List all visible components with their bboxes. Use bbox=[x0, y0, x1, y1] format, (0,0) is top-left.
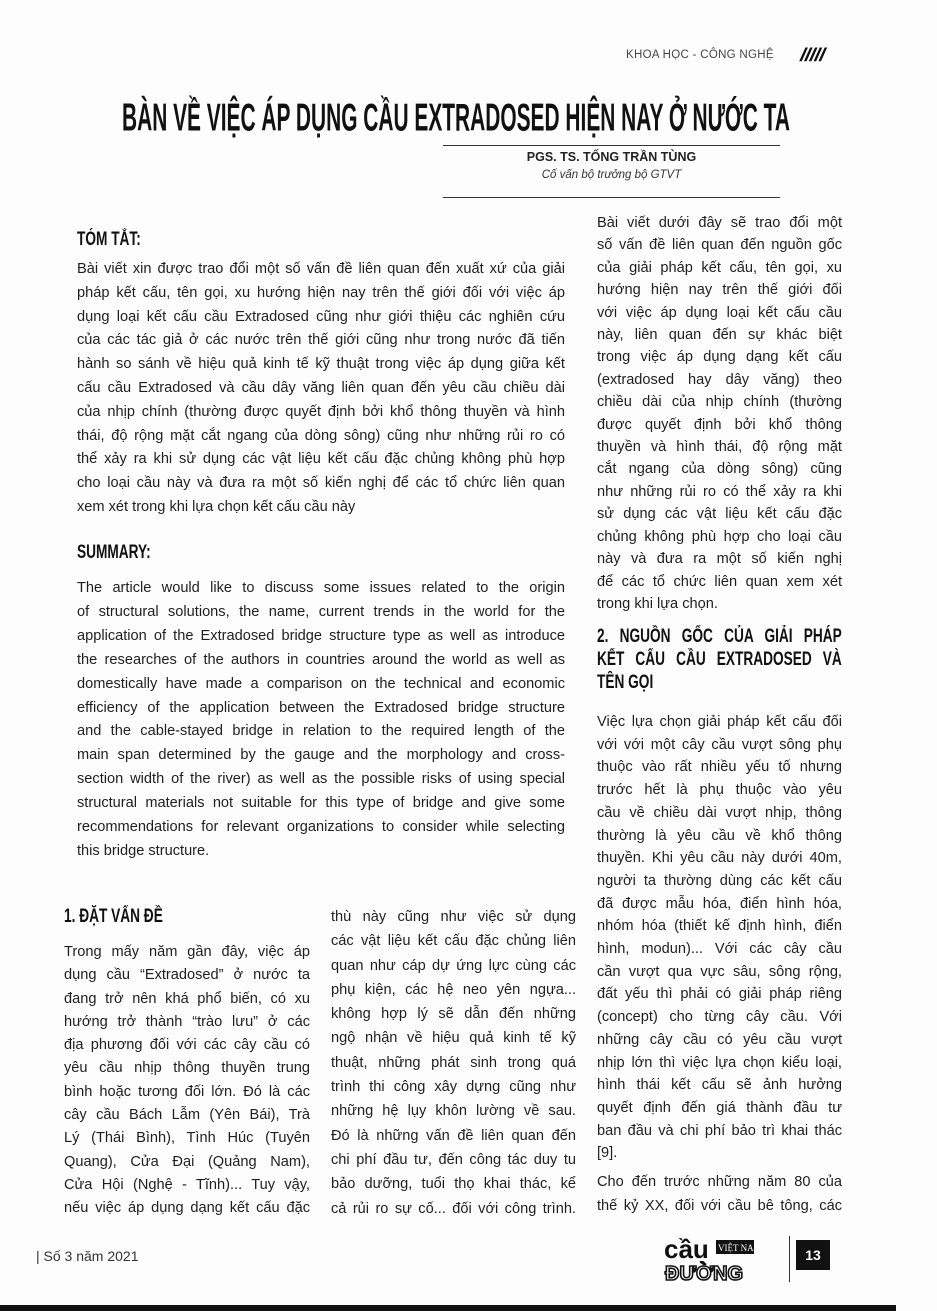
text-line: những cây cầu có yêu cầu vượt bbox=[597, 1031, 842, 1048]
text-line: cả rủi ro sự cố... đối với công trình. bbox=[331, 1200, 576, 1217]
divider bbox=[443, 145, 780, 146]
text-line: hành so sánh về hiệu quả kinh tế kỹ thuật trong việc áp dụng giữa kết bbox=[77, 356, 565, 373]
text-line: of structural solutions, the name, current trends in the world for the bbox=[77, 603, 565, 620]
intro-right-text bbox=[597, 212, 842, 615]
text-line: Bài viết xin được trao đổi một số vấn đề liên quan đến xuất xứ của giải bbox=[77, 261, 565, 277]
section2-paragraph bbox=[597, 1170, 842, 1218]
section2-heading bbox=[597, 625, 937, 694]
text-line: Cửa Hội (Nghệ - Tĩnh)... Tuy vậy, bbox=[64, 1176, 310, 1193]
decorative-slashes: ///// bbox=[800, 45, 825, 65]
text-line: hướng hiện nay trên thế giới đối bbox=[597, 282, 842, 299]
bottom-bar bbox=[0, 1305, 896, 1311]
text-line: this bridge structure. bbox=[77, 842, 210, 859]
text-line: cầu về chiều dài vượt nhịp, thông bbox=[597, 804, 842, 821]
text-line: thù này cũng như việc sử dụng bbox=[331, 909, 576, 925]
text-line: dụng cầu “Extradosed” ở nước ta bbox=[64, 967, 310, 984]
text-line: đang trở nên khá phổ biến, có xu bbox=[64, 990, 310, 1007]
text-line: thuyền. Khi yêu cầu này dưới 40m, bbox=[597, 850, 842, 867]
text-line: main span determined by the gauge and the morphology and cross- bbox=[77, 747, 565, 764]
article-title: BÀN VỀ VIỆC ÁP DỤNG CẦU EXTRADOSED HIỆN NAY Ở NƯỚC TA bbox=[121, 96, 791, 140]
text-line: Đó là những vấn đề liên quan đến bbox=[331, 1127, 576, 1144]
text-line: địa phương đối với các cây cầu có bbox=[64, 1037, 310, 1054]
text-line: sử dụng các vật liệu kết cấu đặc bbox=[597, 506, 842, 523]
text-line: dụng loại kết cấu cầu Extradosed cũng như giới thiệu các nghiên cứu bbox=[77, 308, 565, 325]
text-line: section width of the river) as well as the possible risks of using special bbox=[77, 771, 565, 788]
text-line: hướng trở thành “trào lưu” ở các bbox=[64, 1013, 310, 1030]
text-line: với việc áp dụng loại kết cấu cầu bbox=[597, 304, 842, 321]
text-line: hình thái kết cấu sẽ ảnh hưởng bbox=[597, 1077, 842, 1094]
section1-column2 bbox=[331, 905, 576, 1221]
magazine-logo bbox=[664, 1234, 762, 1285]
text-line: của các tác giả ở các nước trên thế giới cũng như trong nước đã tiến bbox=[77, 332, 565, 349]
text-line: pháp kết cấu, tên gọi, xu hướng hiện nay trên thế giới đối với việc áp bbox=[77, 284, 565, 301]
divider bbox=[789, 1236, 790, 1282]
svg-text:cầu: cầu bbox=[664, 1234, 709, 1264]
text-line: nhóm hóa (thiết kế định hình, điển bbox=[597, 918, 842, 935]
text-line: trong việc áp dụng dạng kết cấu bbox=[597, 349, 842, 366]
abstract-vi-text bbox=[77, 258, 565, 520]
text-line: không hợp lý sẽ dẫn đến những bbox=[331, 1006, 576, 1023]
text-line: thể xảy ra khi sử dụng các vật liệu kết cấu đặc chủng không phù hợp bbox=[77, 451, 565, 468]
text-line: thế kỷ XX, đối với cầu bê tông, các bbox=[597, 1198, 842, 1214]
text-line: hình, modun)... Với các cây cầu bbox=[597, 941, 842, 958]
heading-line: KẾT CẤU CẦU EXTRADOSED VÀ bbox=[597, 649, 842, 670]
text-line: quyết định đến giá thành đầu tư bbox=[597, 1099, 842, 1116]
text-line: bảo dưỡng, tuổi thọ khai thác, kể bbox=[331, 1176, 576, 1193]
section2-paragraph bbox=[597, 711, 842, 1165]
text-line: của nhịp chính (thường được quyết định bởi khổ thông thuyền và hình bbox=[77, 403, 565, 420]
section1-heading: 1. ĐẶT VẤN ĐỀ bbox=[64, 906, 163, 927]
page-number: 13 bbox=[796, 1240, 830, 1270]
text-line: này, liên quan đến sự khác biệt bbox=[597, 327, 842, 344]
text-line: chiều dài của nhịp chính (thường bbox=[597, 394, 842, 411]
divider bbox=[443, 197, 780, 198]
text-line: thái, độ rộng mặt cắt ngang của dòng sông) cũng như những rủi ro có bbox=[77, 427, 565, 444]
text-line: (extradosed hay dây văng) theo bbox=[597, 371, 842, 388]
text-line: efficiency of the application between the Extradosed bridge structure bbox=[77, 699, 565, 716]
text-line: Lý (Thái Bình), Tình Húc (Tuyên bbox=[64, 1130, 310, 1147]
abstract-vi-heading: TÓM TẮT: bbox=[77, 229, 141, 250]
text-line: (concept) cho từng cây cầu. Với bbox=[597, 1009, 842, 1026]
svg-text:ĐƯỜNG: ĐƯỜNG bbox=[665, 1263, 744, 1285]
text-line: nhịp lớn thì việc lựa chọn kiểu loại, bbox=[597, 1054, 842, 1071]
text-line: này và đưa ra một số kiến nghị bbox=[597, 551, 842, 568]
text-line: domestically have made a comparison on the technical and economic bbox=[77, 675, 565, 692]
abstract-en-heading: SUMMARY: bbox=[77, 542, 151, 563]
text-line: cấu cầu Extradosed và cầu dây văng liên quan đến yêu cầu chiều dài bbox=[77, 379, 565, 396]
text-line: recommendations for relevant organizations to consider while selecting bbox=[77, 819, 565, 836]
text-line: the researches of the authors in countries around the world as well as bbox=[77, 651, 565, 668]
text-line: được quyết định bởi khổ thông bbox=[597, 416, 842, 433]
text-line: thuyền và hình thái, độ rộng mặt bbox=[597, 439, 842, 456]
abstract-en-text bbox=[77, 577, 565, 864]
text-line: chi phí đầu tư, đến công tác duy tu bbox=[331, 1151, 576, 1168]
text-line: application of the Extradosed bridge structure type as well as introduce bbox=[77, 627, 565, 644]
text-line: cần vượt qua vực sâu, sông rộng, bbox=[597, 963, 842, 980]
text-line: trước hết là phụ thuộc vào yêu bbox=[597, 782, 842, 799]
text-line: ngộ nhận về hiệu quả kinh tế kỹ bbox=[331, 1030, 576, 1047]
text-line: nếu việc áp dụng dạng kết cấu đặc bbox=[64, 1200, 310, 1217]
svg-text:VIỆT NAM: VIỆT NAM bbox=[718, 1243, 762, 1253]
author-role: Cố vấn bộ trưởng bộ GTVT bbox=[541, 169, 682, 181]
text-line: với với một cây cầu vượt sông phụ bbox=[597, 736, 842, 753]
section1-column1 bbox=[64, 941, 310, 1221]
text-line: The article would like to discuss some issues related to the origin bbox=[77, 580, 565, 596]
text-line: cây cầu Bách Lẫm (Yên Bái), Trà bbox=[64, 1107, 310, 1124]
text-line: bình hoặc tương đối lớn. Đó là các bbox=[64, 1083, 310, 1100]
text-line: quan như cáp dự ứng lực cùng các bbox=[331, 957, 576, 974]
text-line: các vật liệu kết cấu đặc chủng liên bbox=[331, 933, 576, 950]
text-line: yêu cầu nhịp thông thuyền trung bbox=[64, 1060, 310, 1077]
text-line: thường là yêu cầu về khổ thông bbox=[597, 827, 842, 844]
text-line: số vấn đề liên quan đến nguồn gốc bbox=[597, 237, 842, 254]
text-line: để các tổ chức liên quan xem xét bbox=[597, 573, 842, 590]
heading-line: TÊN GỌI bbox=[597, 672, 654, 693]
text-line: cắt ngang của dòng sông) cũng bbox=[597, 461, 842, 478]
text-line: [9]. bbox=[597, 1145, 618, 1162]
text-line: người ta thường dùng các kết cấu bbox=[597, 872, 842, 889]
text-line: Bài viết dưới đây sẽ trao đổi một bbox=[597, 215, 842, 231]
text-line: trình thi công xây dựng cũng như bbox=[331, 1079, 576, 1096]
text-line: xem xét trong khi lựa chọn kết cấu cầu này bbox=[77, 498, 356, 515]
text-line: Quang), Cửa Đại (Quảng Nam), bbox=[64, 1153, 310, 1170]
text-line: như những rủi ro có thể xảy ra khi bbox=[597, 483, 842, 500]
text-line: thuộc vào rất nhiều yếu tố nhưng bbox=[597, 759, 842, 776]
text-line: Cho đến trước những năm 80 của bbox=[597, 1174, 842, 1190]
text-line: đã được mẫu hóa, điển hình hóa, bbox=[597, 895, 842, 912]
text-line: cho loại cầu này và đưa ra một số kiến nghị để các tổ chức liên quan bbox=[77, 475, 565, 492]
text-line: trong khi lựa chọn. bbox=[597, 595, 718, 612]
text-line: phụ kiện, các hệ neo yên ngựa... bbox=[331, 981, 576, 998]
text-line: and the cable-stayed bridge in relation to the required length of the bbox=[77, 723, 565, 740]
text-line: Việc lựa chọn giải pháp kết cấu đối bbox=[597, 714, 842, 730]
heading-line: 2. NGUỒN GỐC CỦA GIẢI PHÁP bbox=[597, 626, 842, 647]
text-line: của giải pháp kết cấu, tên gọi, xu bbox=[597, 259, 842, 276]
text-line: chủng không phù hợp cho loại cầu bbox=[597, 528, 842, 545]
text-line: những hệ lụy khôn lường về sau. bbox=[331, 1103, 576, 1120]
text-line: structural materials not suitable for this type of bridge and give some bbox=[77, 795, 565, 812]
author-name: PGS. TS. TỐNG TRẦN TÙNG bbox=[526, 150, 697, 164]
text-line: thuật, những phát sinh trong quá bbox=[331, 1054, 576, 1071]
text-line: đất yếu thì phải có giải pháp riêng bbox=[597, 986, 842, 1003]
text-line: ban đầu và chi phí bảo trì khai thác bbox=[597, 1122, 842, 1139]
section-kicker: KHOA HỌC - CÔNG NGHỆ bbox=[626, 49, 774, 61]
issue-label: | Số 3 năm 2021 bbox=[36, 1248, 139, 1264]
text-line: Trong mấy năm gần đây, việc áp bbox=[64, 944, 310, 960]
